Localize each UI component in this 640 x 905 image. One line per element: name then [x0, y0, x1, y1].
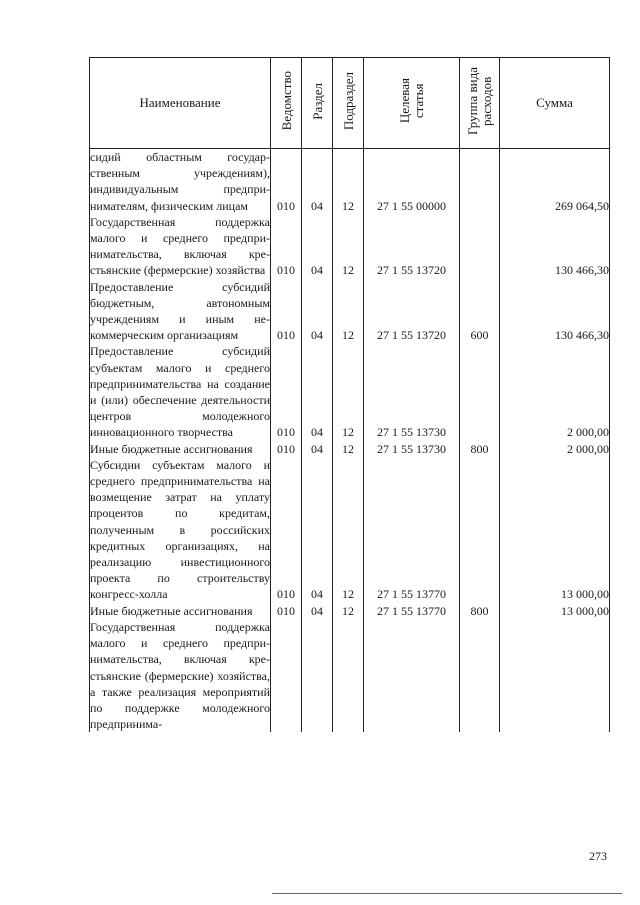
row-section: 04 — [302, 214, 333, 279]
table-row — [90, 214, 610, 279]
row-name: Государственная поддержка малого и среднего предпринимательства, включая крестьянские (фермерские) хозяйства — [90, 214, 270, 278]
table-header-row — [90, 58, 610, 149]
row-subsection: 12 — [333, 214, 364, 279]
header-group-line2: расходов — [478, 76, 494, 126]
row-group: 800 — [460, 441, 500, 457]
footer-divider — [272, 893, 622, 894]
row-sum: 13 000,00 — [500, 457, 610, 603]
row-item: 27 1 55 13770 — [364, 603, 460, 619]
row-dept: 010 — [271, 343, 302, 440]
row-group — [460, 149, 500, 214]
row-section: 04 — [302, 603, 333, 619]
row-sum: 269 064,50 — [500, 149, 610, 214]
header-group — [460, 58, 500, 149]
row-dept: 010 — [271, 214, 302, 279]
row-item: 27 1 55 00000 — [364, 149, 460, 214]
table-row — [90, 603, 610, 619]
header-item-line1: Целевая — [396, 78, 412, 124]
row-section — [302, 619, 333, 732]
row-dept: 010 — [271, 149, 302, 214]
row-name: Иные бюджетные ассигнования — [90, 441, 271, 457]
row-item: 27 1 55 13770 — [364, 457, 460, 603]
row-group: 800 — [460, 603, 500, 619]
row-dept: 010 — [271, 441, 302, 457]
row-subsection — [333, 619, 364, 732]
row-item: 27 1 55 13730 — [364, 441, 460, 457]
row-subsection: 12 — [333, 279, 364, 344]
table-row — [90, 343, 610, 440]
row-sum: 130 466,30 — [500, 279, 610, 344]
table-row — [90, 441, 610, 457]
row-group — [460, 343, 500, 440]
row-sum — [500, 619, 610, 732]
row-subsection: 12 — [333, 457, 364, 603]
row-name: Субсидии субъектам малого и среднего предпринимательства на возмещение затрат на уплату процентов по кредитам, полученным в российских кредитных организациях, на реализацию инвестиционного проекта по строительству конгресс-холла — [90, 457, 270, 602]
table-row — [90, 619, 610, 732]
row-name: Государственная поддержка малого и среднего предпринимательства, включая крестьянские (фермерские) хозяйства, а также реализация мероприятий по поддержке молодежного предпринима- — [90, 619, 270, 732]
row-item — [364, 619, 460, 732]
row-name: Предоставление субсидий бюджетным, автономным учреждениям и иным некоммерческим организациям — [90, 279, 270, 343]
row-sum: 2 000,00 — [500, 343, 610, 440]
header-group-line1: Группа вида — [464, 67, 480, 135]
row-section: 04 — [302, 343, 333, 440]
row-group — [460, 457, 500, 603]
row-subsection: 12 — [333, 441, 364, 457]
header-item — [364, 58, 460, 149]
header-section: Раздел — [302, 58, 333, 149]
row-dept — [271, 619, 302, 732]
table-row — [90, 457, 610, 603]
row-subsection: 12 — [333, 149, 364, 214]
row-name: Предоставление субсидий субъектам малого и среднего предпринимательства на создание и (или) обеспечение деятельности центров молодежного инновационного творчества — [90, 344, 270, 440]
table-row — [90, 279, 610, 344]
row-sum: 130 466,30 — [500, 214, 610, 279]
row-section: 04 — [302, 457, 333, 603]
row-group: 600 — [460, 279, 500, 344]
header-sum: Сумма — [500, 58, 610, 149]
row-subsection: 12 — [333, 343, 364, 440]
header-subsection: Подраздел — [333, 58, 364, 149]
row-sum: 2 000,00 — [500, 441, 610, 457]
table-row — [90, 149, 610, 214]
row-dept: 010 — [271, 279, 302, 344]
page-number: 273 — [589, 849, 607, 863]
header-item-line2: статья — [410, 83, 426, 119]
row-dept: 010 — [271, 457, 302, 603]
header-dept: Ведомство — [271, 58, 302, 149]
row-name: Иные бюджетные ассигнования — [90, 603, 271, 619]
row-section: 04 — [302, 279, 333, 344]
row-item: 27 1 55 13730 — [364, 343, 460, 440]
row-subsection: 12 — [333, 603, 364, 619]
header-name: Наименование — [90, 58, 271, 149]
row-item: 27 1 55 13720 — [364, 279, 460, 344]
row-item: 27 1 55 13720 — [364, 214, 460, 279]
row-group — [460, 214, 500, 279]
row-group — [460, 619, 500, 732]
row-section: 04 — [302, 441, 333, 457]
row-name: сидий областным государственным учреждениям), индивидуальным предпринимателям, физическим лицам — [90, 150, 270, 213]
row-section: 04 — [302, 149, 333, 214]
row-sum: 13 000,00 — [500, 603, 610, 619]
budget-table — [89, 57, 610, 732]
row-dept: 010 — [271, 603, 302, 619]
